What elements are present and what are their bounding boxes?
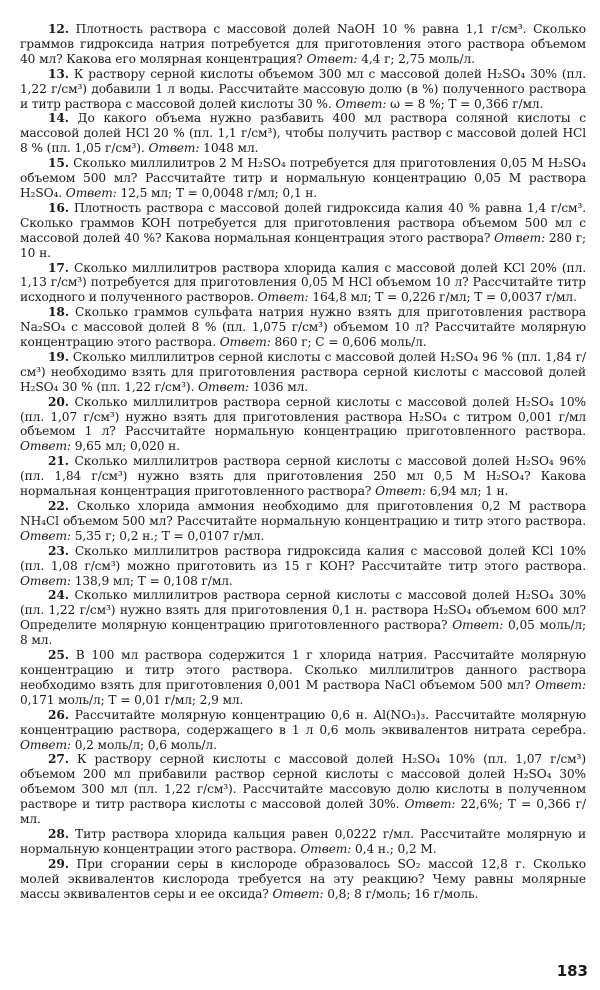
answer-label: Ответ: (452, 618, 504, 633)
problem-number: 18. (48, 305, 69, 320)
problem-text: Сколько миллилитров раствора серной кислоты с массовой долей H₂SO₄ 10% (пл. 1,07 г/см³) нужно взять для приготовления раствора H₂SO₄ с титром 0,001 г/мл объемом 1 л? Рассчитайте нормальную концентрацию приготовленного раствора. (20, 394, 586, 439)
problem-item (20, 395, 586, 455)
problem-item (20, 22, 586, 67)
problem-number: 28. (48, 826, 69, 841)
answer-label: Ответ: (494, 230, 546, 245)
answer-label: Ответ: (306, 51, 358, 66)
problem-text: К раствору серной кислоты объемом 300 мл с массовой долей H₂SO₄ 30% (пл. 1,22 г/см³) добавили 1 л воды. Рассчитайте массовую долю (в %) полученного раствора и титр раствора с массовой долей кислоты 30 %. (20, 66, 586, 111)
problem-number: 21. (48, 454, 69, 469)
problem-item (20, 544, 586, 589)
answer-value: 5,35 г; 0,2 н.; T = 0,0107 г/мл. (74, 528, 265, 543)
answer-label: Ответ: (148, 141, 200, 156)
problem-text: В 100 мл раствора содержится 1 г хлорида натрия. Рассчитайте молярную концентрацию и титр этого раствора. Сколько миллилитров данного раствора необходимо взять для приготовления 0,001 M раствора NaCl объемом 500 мл? (20, 648, 587, 692)
problem-number: 29. (48, 856, 69, 871)
problem-text: Сколько миллилитров раствора серной кислоты с массовой долей H₂SO₄ 30% (пл. 1,22 г/см³) нужно взять для приготовления 0,1 н. раствора H₂SO₄ объемом 600 мл? Определите молярную концентрацию приготовленного раствора? (20, 588, 586, 633)
answer-label: Ответ: (375, 484, 427, 499)
answer-value: 138,9 мл; T = 0,108 г/мл. (74, 573, 233, 588)
problem-item (20, 454, 586, 499)
problem-number: 22. (48, 499, 69, 513)
answer-value: 0,05 моль/л; 8 мл. (20, 618, 587, 648)
answer-label: Ответ: (404, 797, 456, 812)
answer-value: 9,65 мл; 0,020 н. (74, 439, 180, 454)
problem-item (20, 857, 586, 902)
answer-value: 0,2 моль/л; 0,6 моль/л. (74, 737, 217, 752)
answer-value: 0,8; 8 г/моль; 16 г/моль. (327, 886, 479, 901)
answer-label: Ответ: (535, 677, 586, 692)
problem-item (20, 648, 586, 708)
problem-list (20, 22, 586, 901)
problem-item (20, 111, 586, 156)
problem-number: 14. (48, 111, 69, 126)
problem-item (20, 708, 586, 753)
problem-number: 13. (48, 66, 69, 81)
answer-value: 1036 мл. (252, 379, 309, 394)
problem-text: Сколько миллилитров раствора серной кислоты с массовой долей H₂SO₄ 96% (пл. 1,84 г/см³) нужно взять для приготовления 250 мл 0,5 M H₂SO₄? Какова нормальная концентрация приготовленного раствора? (20, 454, 586, 499)
problem-item (20, 201, 586, 261)
problem-number: 23. (48, 543, 69, 558)
problem-item (20, 588, 586, 648)
answer-label: Ответ: (65, 185, 117, 200)
problem-text: Сколько граммов сульфата натрия нужно взять для приготовления раствора Na₂SO₄ с массовой долей 8 % (пл. 1,075 г/см³) объемом 10 л? Рассчитайте молярную концентрацию этого раствора. (20, 305, 586, 350)
answer-value: 0,4 н.; 0,2 M. (355, 841, 437, 856)
problem-text: Сколько миллилитров раствора хлорида калия с массовой долей KCl 20% (пл. 1,13 г/см³) потребуется для приготовления 0,05 M HCl объемом 10 л? Рассчитайте титр исходного и полученного растворов. (20, 260, 586, 305)
problem-text: Сколько хлорида аммония необходимо для приготовления 0,2 M раствора NH₄Cl объемом 500 мл? Рассчитайте нормальную концентрацию и титр этого раствора. (20, 499, 586, 528)
answer-label: Ответ: (335, 96, 387, 111)
problem-item (20, 827, 586, 857)
problem-item (20, 156, 586, 201)
answer-value: 6,94 мл; 1 н. (429, 484, 509, 499)
answer-value: 4,4 г; 2,75 моль/л. (361, 51, 475, 66)
problem-item (20, 499, 586, 544)
answer-label: Ответ: (20, 737, 71, 752)
problem-text: Сколько миллилитров раствора гидроксида калия с массовой долей KCl 10% (пл. 1,08 г/см³) можно приготовить из 15 г KOH? Рассчитайте титр этого раствора. (20, 543, 586, 573)
answer-value: 1048 мл. (203, 141, 259, 156)
answer-label: Ответ: (272, 886, 324, 901)
problem-item (20, 67, 586, 112)
answer-value: 164,8 мл; T = 0,226 г/мл; T = 0,0037 г/мл. (312, 290, 577, 305)
answer-label: Ответ: (20, 573, 71, 588)
problem-number: 24. (48, 588, 69, 603)
answer-label: Ответ: (300, 841, 352, 856)
problem-text: К раствору серной кислоты с массовой долей H₂SO₄ 10% (пл. 1,07 г/см³) объемом 200 мл прибавили раствор серной кислоты с массовой долей H₂SO₄ 30% объемом 300 мл (пл. 1,22 г/см³). Рассчитайте массовую долю кислоты в полученном растворе и титр раствора кислоты с массовой долей 30%. (20, 752, 586, 812)
problem-item (20, 261, 586, 306)
problem-number: 12. (48, 22, 69, 36)
page-number: 183 (556, 962, 588, 980)
problem-number: 15. (48, 156, 69, 171)
problem-text: Плотность раствора с массовой долей NaOH 10 % равна 1,1 г/см³. Сколько граммов гидроксида натрия потребуется для приготовления этого раствора объемом 40 мл? Какова его молярная концентрация? (20, 22, 586, 66)
answer-label: Ответ: (198, 379, 250, 394)
answer-value: 280 г; 10 н. (20, 230, 586, 260)
problem-text: Сколько миллилитров серной кислоты с массовой долей H₂SO₄ 96 % (пл. 1,84 г/см³) необходимо взять для приготовления раствора серной кислоты с массовой долей H₂SO₄ 30 % (пл. 1,22 г/см³). (20, 349, 586, 394)
answer-label: Ответ: (257, 290, 309, 305)
problem-text: Рассчитайте молярную концентрацию 0,6 н. Al(NO₃)₃. Рассчитайте молярную концентрацию раствора, содержащего в 1 л 0,6 моль эквивалентов нитрата серебра. (20, 707, 587, 737)
problem-number: 26. (48, 707, 69, 722)
problem-number: 27. (48, 752, 69, 767)
answer-label: Ответ: (20, 439, 71, 454)
problem-text: При сгорании серы в кислороде образовалось SO₂ массой 12,8 г. Сколько молей эквивалентов кислорода требуется на эту реакцию? Чему равны молярные массы эквивалентов серы и ее оксида? (20, 856, 586, 901)
answer-value: 12,5 мл; T = 0,0048 г/мл; 0,1 н. (120, 185, 318, 200)
problem-number: 16. (48, 200, 69, 215)
problem-number: 20. (48, 394, 69, 409)
problem-text: Титр раствора хлорида кальция равен 0,0222 г/мл. Рассчитайте молярную и нормальную концентрации этого раствора. (20, 826, 587, 856)
problem-number: 19. (48, 349, 69, 364)
problem-text: Сколько миллилитров 2 M H₂SO₄ потребуется для приготовления 0,05 M H₂SO₄ объемом 500 мл? Рассчитайте титр и нормальную концентрацию 0,05 M раствора H₂SO₄. (20, 156, 586, 200)
problem-item (20, 350, 586, 395)
problem-number: 25. (48, 648, 69, 663)
answer-value: 860 г; C = 0,606 моль/л. (274, 335, 427, 350)
answer-value: 22,6%; T = 0,366 г/мл. (20, 797, 586, 827)
answer-label: Ответ: (219, 335, 271, 350)
problem-text: Плотность раствора с массовой долей гидроксида калия 40 % равна 1,4 г/см³. Сколько граммов KOH потребуется для приготовления раствора объемом 500 мл с массовой долей 40 %? Какова нормальная концентрация этого раствора? (20, 200, 586, 245)
problem-item (20, 305, 586, 350)
problem-item (20, 752, 586, 827)
answer-value: ω = 8 %; T = 0,366 г/мл. (390, 96, 544, 111)
problem-text: До какого объема нужно разбавить 400 мл раствора соляной кислоты с массовой долей HCl 20 % (пл. 1,1 г/см³), чтобы получить раствор с массовой долей HCl 8 % (пл. 1,05 г/см³). (20, 111, 586, 156)
problem-number: 17. (48, 260, 69, 275)
answer-value: 0,171 моль/л; T = 0,01 г/мл; 2,9 мл. (20, 692, 244, 707)
answer-label: Ответ: (20, 528, 71, 543)
